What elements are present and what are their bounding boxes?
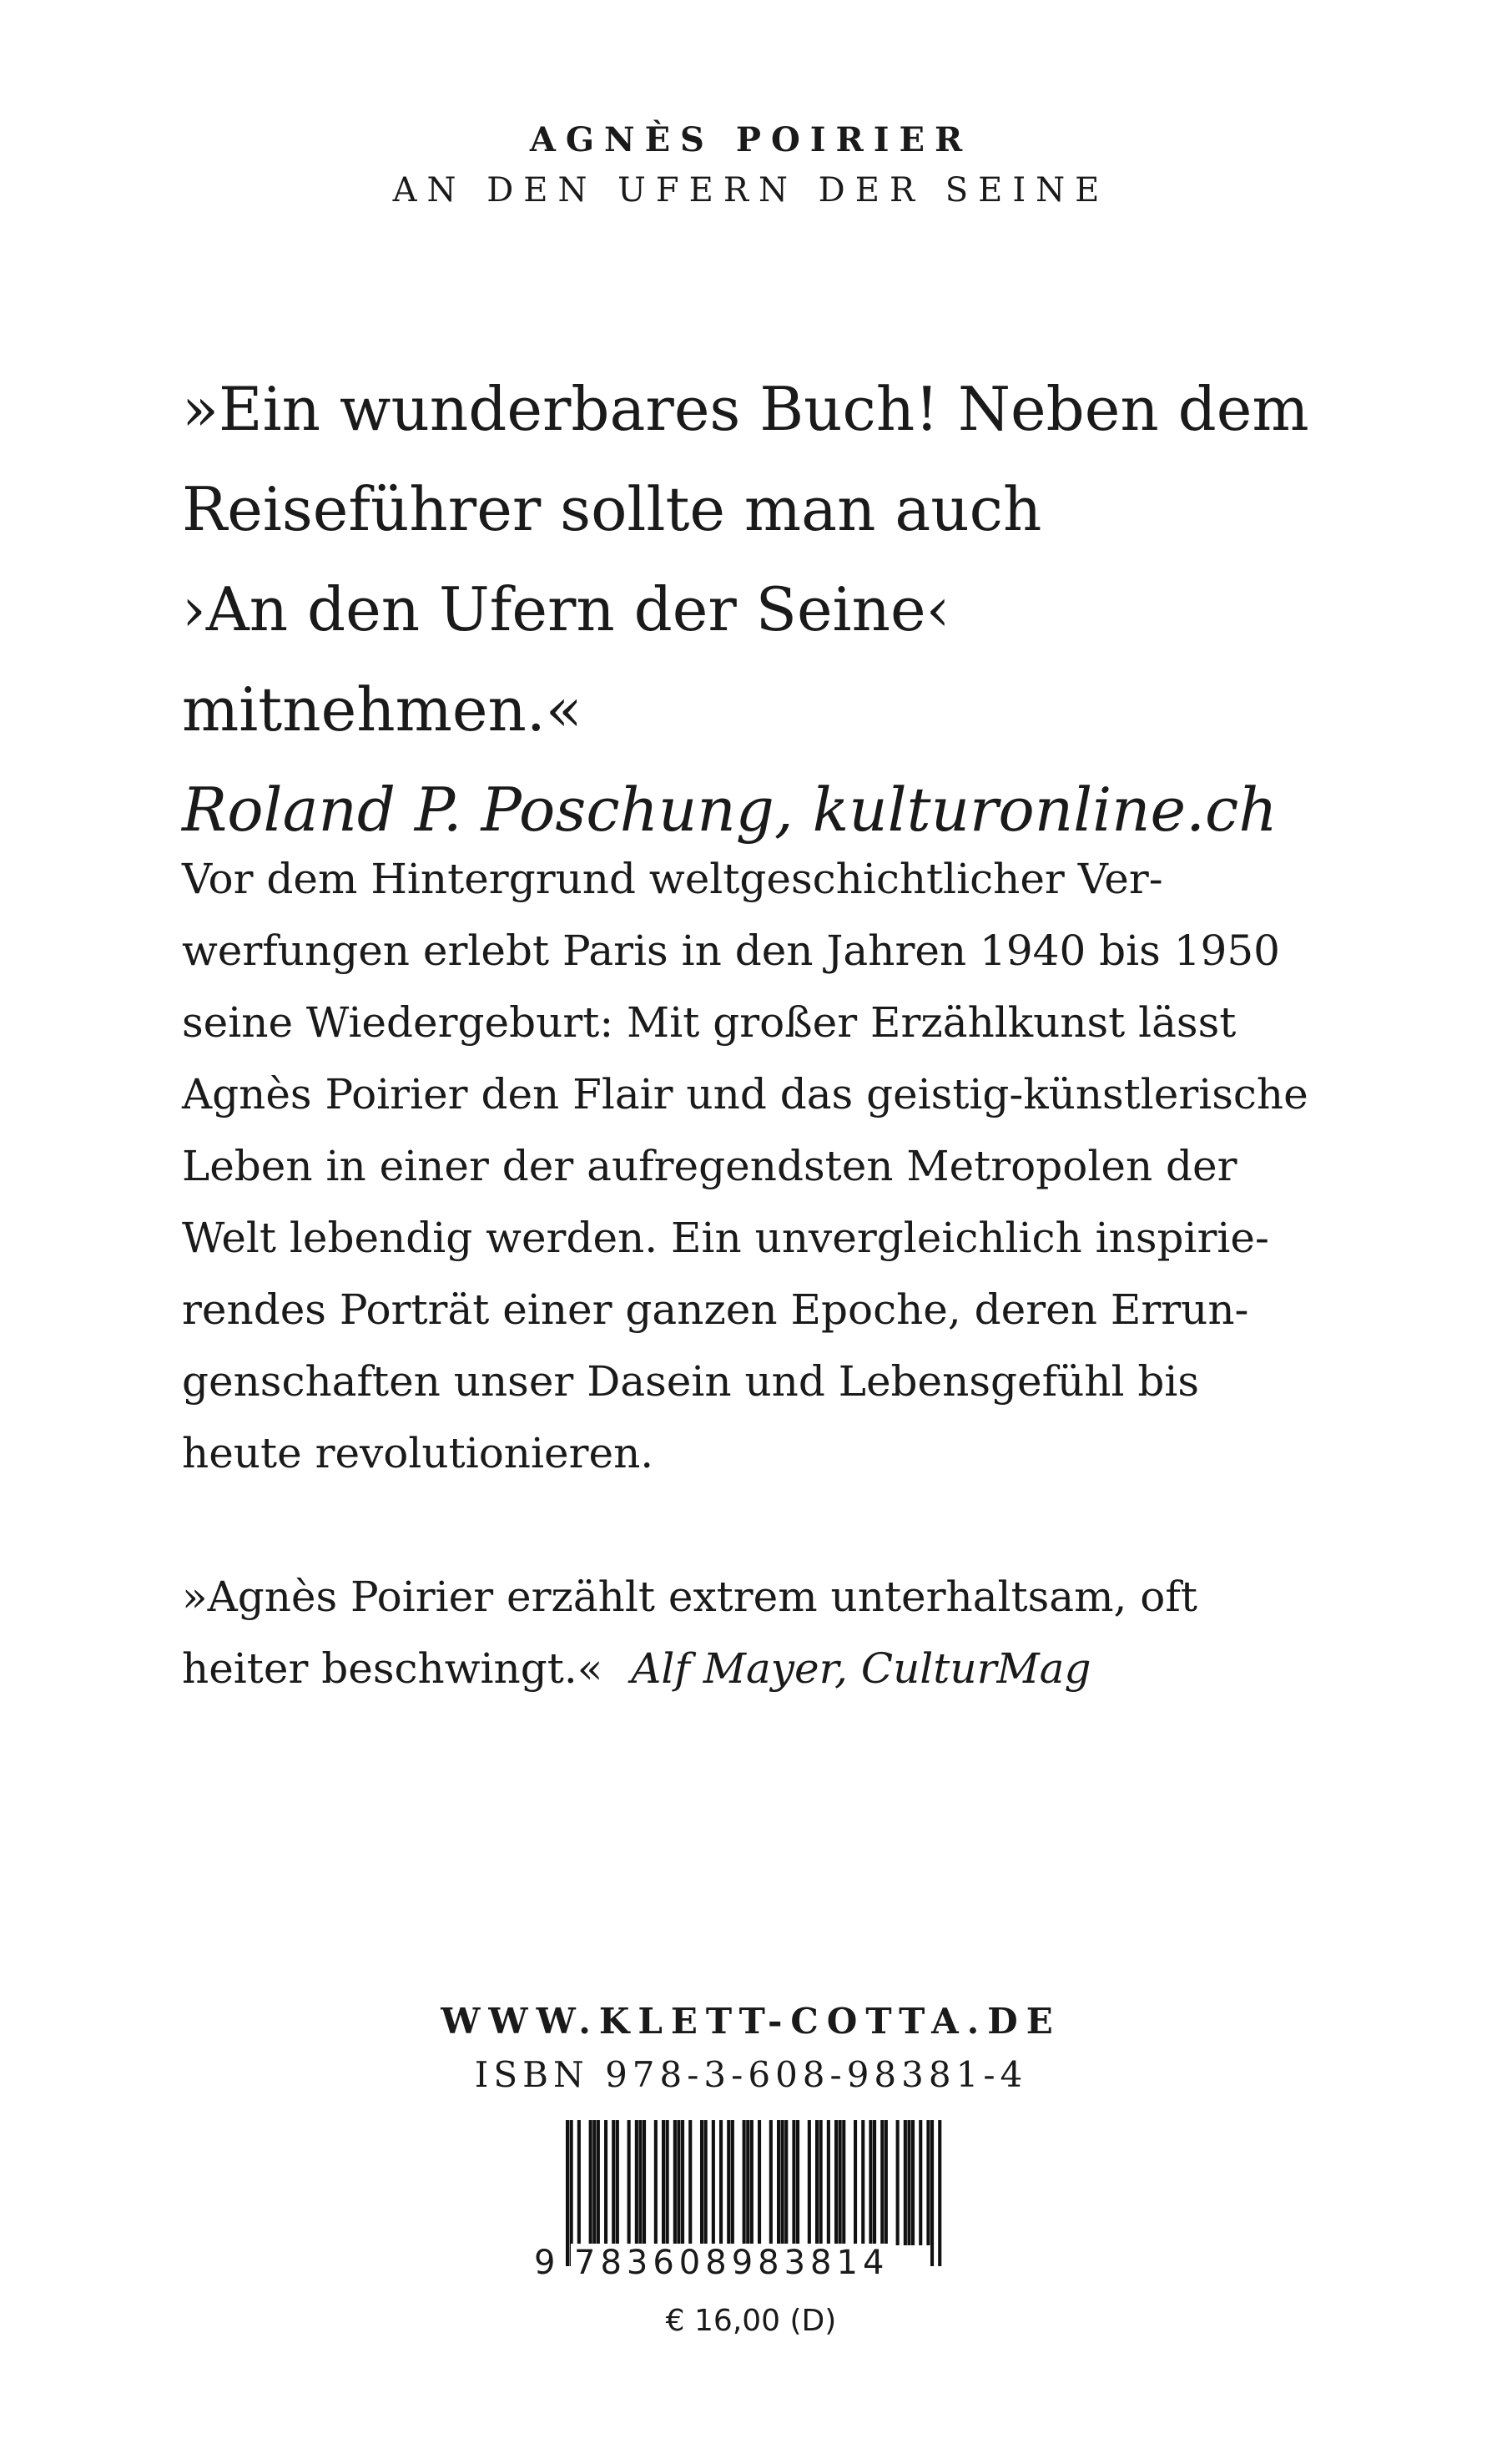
press-quote-secondary: [182, 1561, 1367, 1704]
description-line: heute revolutionieren.: [182, 1429, 654, 1477]
price-label: € 16,00 (D): [665, 2304, 837, 2338]
barcode-bar: [612, 2120, 615, 2245]
barcode-bar: [792, 2120, 795, 2245]
barcode-bar: [926, 2120, 930, 2245]
barcode-bar: [869, 2120, 872, 2245]
quote-line: Reiseführer sollte man auch: [182, 474, 1042, 544]
barcode-bar: [839, 2120, 842, 2245]
barcode-bar: [616, 2120, 619, 2245]
barcode-bar: [861, 2120, 864, 2245]
barcode-bar: [796, 2120, 799, 2245]
barcode-bar: [700, 2120, 703, 2245]
press-quote-main: [182, 359, 1367, 860]
barcode-bar: [930, 2120, 934, 2266]
description-line: Leben in einer der aufregendsten Metropolen der: [182, 1142, 1237, 1190]
barcode-bar: [638, 2120, 642, 2245]
barcode-bar: [604, 2120, 607, 2245]
barcode-bar: [815, 2120, 819, 2245]
description-line: Vor dem Hintergrund weltgeschichtlicher Ver-: [182, 855, 1163, 903]
barcode-bar: [784, 2120, 788, 2245]
barcode-bar: [719, 2120, 723, 2245]
barcode-bar: [896, 2120, 900, 2245]
publisher-website: WWW.KLETT-COTTA.DE: [441, 2001, 1061, 2042]
barcode-bar: [777, 2120, 780, 2245]
barcode-bar: [628, 2120, 631, 2245]
description-line: rendes Porträt einer ganzen Epoche, deren Errun-: [182, 1285, 1249, 1334]
description-line: genschaften unser Dasein und Lebensgefühl bis: [182, 1357, 1200, 1406]
quote-attribution: Alf Mayer, CulturMag: [631, 1644, 1091, 1693]
barcode-bar: [712, 2120, 715, 2245]
quote-line: »Ein wunderbares Buch! Neben dem: [182, 374, 1309, 444]
quote-line: ›An den Ufern der Seine‹ mitnehmen.«: [182, 574, 950, 745]
barcode-bar: [781, 2120, 784, 2245]
quote-line: heiter beschwingt.«: [182, 1644, 603, 1693]
barcode-bar: [904, 2120, 907, 2245]
barcode-bar: [589, 2120, 592, 2245]
barcode-bar: [842, 2120, 845, 2245]
quote-line: »Agnès Poirier erzählt extrem unterhaltsam, oft: [182, 1573, 1197, 1621]
barcode-bar: [566, 2120, 569, 2266]
barcode-bar: [727, 2120, 730, 2245]
barcode-bar: [592, 2120, 596, 2245]
barcode-bar: [854, 2120, 857, 2245]
barcode-bar: [677, 2120, 680, 2245]
quote-line-with-attribution: [182, 1633, 1367, 1704]
barcode-bar: [704, 2120, 708, 2245]
barcode-bar: [662, 2120, 665, 2245]
barcode-bar: [681, 2120, 684, 2245]
isbn-number: ISBN 978-3-608-98381-4: [474, 2054, 1028, 2095]
barcode-bar: [688, 2120, 692, 2245]
barcode-bar: [808, 2120, 811, 2245]
barcode-bar: [938, 2120, 941, 2266]
book-title: AN DEN UFERN DER SEINE: [392, 171, 1110, 210]
barcode-bar: [635, 2120, 638, 2245]
quote-attribution: Roland P. Poschung, kulturonline.ch: [182, 775, 1278, 845]
author-name: AGNÈS POIRIER: [529, 120, 973, 159]
description-line: Welt lebendig werden. Ein unvergleichlich inspirie-: [182, 1214, 1269, 1262]
barcode-bar: [666, 2120, 669, 2245]
publisher-footer: [0, 1995, 1502, 2102]
barcode-bar: [769, 2120, 773, 2245]
barcode-bar: [885, 2120, 888, 2245]
barcode-bar: [643, 2120, 646, 2245]
barcode-bar: [827, 2120, 830, 2245]
barcode-bar: [731, 2120, 734, 2245]
barcode-bar: [880, 2120, 884, 2245]
book-description: [182, 843, 1367, 1489]
description-line: Agnès Poirier den Flair und das geistig-künstlerische: [182, 1070, 1308, 1118]
barcode-bar: [873, 2120, 876, 2245]
barcode-bar: [911, 2120, 915, 2245]
barcode-bar: [654, 2120, 658, 2245]
barcode-digits: 783608983814: [571, 2244, 892, 2282]
barcode-bar: [743, 2120, 746, 2245]
description-line: werfungen erlebt Paris in den Jahren 1940 bis 1950: [182, 927, 1280, 975]
barcode-bar: [819, 2120, 823, 2245]
barcode-lead-digit: 9: [534, 2244, 561, 2282]
description-line: seine Wiedergeburt: Mit großer Erzählkunst lässt: [182, 998, 1237, 1047]
barcode-bar: [907, 2120, 910, 2245]
barcode-bar: [597, 2120, 600, 2245]
header: [0, 115, 1502, 215]
barcode-bar: [673, 2120, 677, 2245]
barcode-bar: [919, 2120, 922, 2245]
barcode-bar: [834, 2120, 838, 2245]
